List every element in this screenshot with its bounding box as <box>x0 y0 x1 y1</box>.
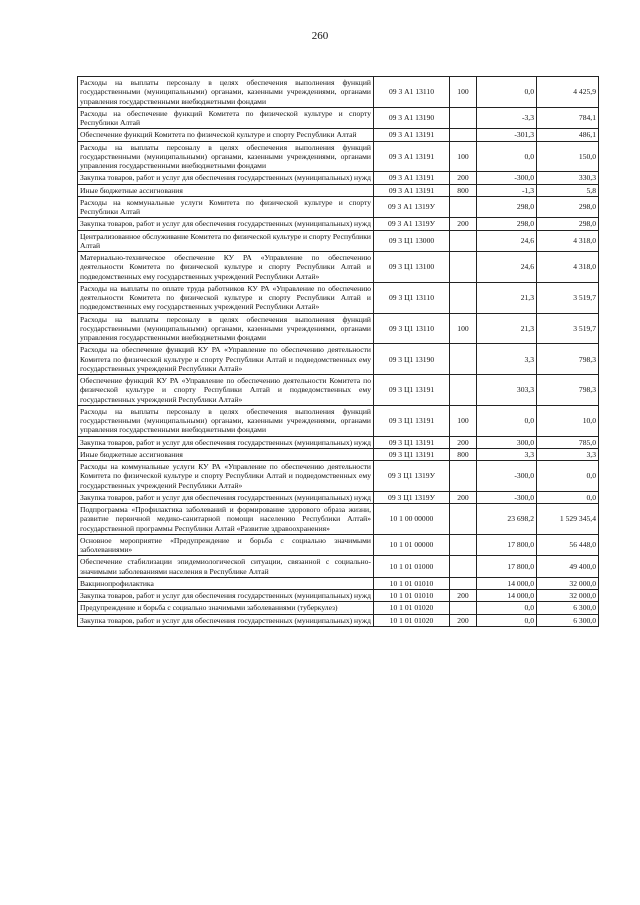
table-row <box>78 534 599 556</box>
item-name: Иные бюджетные ассигнования <box>78 184 374 196</box>
total-amount: 298,0 <box>537 196 599 218</box>
target-article-code: 09 3 Ц1 13191 <box>374 448 450 460</box>
expense-type-code: 200 <box>450 436 477 448</box>
budget-table <box>77 76 599 627</box>
table-row <box>78 491 599 503</box>
total-amount: 4 425,9 <box>537 77 599 108</box>
total-amount: 5,8 <box>537 184 599 196</box>
expense-type-code <box>450 461 477 492</box>
total-amount: 4 318,0 <box>537 230 599 252</box>
item-name: Расходы на обеспечение функций Комитета по физической культуре и спорту Республики Алтай <box>78 107 374 129</box>
expense-type-code <box>450 129 477 141</box>
change-amount: 0,0 <box>477 405 537 436</box>
expense-type-code: 200 <box>450 218 477 230</box>
target-article-code: 09 3 А1 13191 <box>374 129 450 141</box>
item-name: Расходы на выплаты персоналу в целях обеспечения выполнения функций государственными (муниципальными) органами, казенными учреждениями, органами управления государственными внебюджетными фондами <box>78 77 374 108</box>
target-article-code: 09 3 Ц1 13000 <box>374 230 450 252</box>
change-amount: 0,0 <box>477 77 537 108</box>
total-amount: 298,0 <box>537 218 599 230</box>
item-name: Вакцинопрофилактика <box>78 577 374 589</box>
total-amount: 486,1 <box>537 129 599 141</box>
change-amount: 17 800,0 <box>477 556 537 578</box>
expense-type-code: 100 <box>450 77 477 108</box>
change-amount: -301,3 <box>477 129 537 141</box>
table-row <box>78 218 599 230</box>
target-article-code: 09 3 Ц1 13100 <box>374 252 450 283</box>
change-amount: 14 000,0 <box>477 590 537 602</box>
table-row <box>78 282 599 313</box>
item-name: Обеспечение функций КУ РА «Управление по обеспечению деятельности Комитета по физической культуре и спорту Республики Алтай и подведомственных ему государственных учреждений Республики Алтай» <box>78 375 374 406</box>
table-row <box>78 196 599 218</box>
total-amount: 32 000,0 <box>537 577 599 589</box>
table-row <box>78 313 599 344</box>
table-row <box>78 129 599 141</box>
target-article-code: 10 1 01 01010 <box>374 577 450 589</box>
table-row <box>78 141 599 172</box>
change-amount: 303,3 <box>477 375 537 406</box>
change-amount: 0,0 <box>477 614 537 626</box>
item-name: Централизованное обслуживание Комитета по физической культуре и спорту Республики Алтай <box>78 230 374 252</box>
target-article-code: 10 1 01 01000 <box>374 556 450 578</box>
target-article-code: 10 1 01 01010 <box>374 590 450 602</box>
target-article-code: 09 3 А1 13191 <box>374 172 450 184</box>
table-row <box>78 344 599 375</box>
expense-type-code: 800 <box>450 184 477 196</box>
target-article-code: 09 3 А1 1319У <box>374 218 450 230</box>
expense-type-code: 100 <box>450 141 477 172</box>
expense-type-code: 200 <box>450 590 477 602</box>
total-amount: 3,3 <box>537 448 599 460</box>
change-amount: 300,0 <box>477 436 537 448</box>
item-name: Предупреждение и борьба с социально значимыми заболеваниями (туберкулез) <box>78 602 374 614</box>
change-amount: 0,0 <box>477 141 537 172</box>
item-name: Закупка товаров, работ и услуг для обеспечения государственных (муниципальных) нужд <box>78 590 374 602</box>
total-amount: 1 529 345,4 <box>537 504 599 535</box>
target-article-code: 09 3 А1 1319У <box>374 196 450 218</box>
target-article-code: 09 3 Ц1 1319У <box>374 491 450 503</box>
expense-type-code: 800 <box>450 448 477 460</box>
change-amount: 23 698,2 <box>477 504 537 535</box>
expense-type-code <box>450 602 477 614</box>
target-article-code: 10 1 01 00000 <box>374 534 450 556</box>
change-amount: 3,3 <box>477 344 537 375</box>
total-amount: 6 300,0 <box>537 614 599 626</box>
total-amount: 3 519,7 <box>537 282 599 313</box>
item-name: Подпрограмма «Профилактика заболеваний и формирование здорового образа жизни, развитие первичной медико-санитарной помощи населению Республики Алтай» государственной программы Республики Алтай «Развитие здравоохранения» <box>78 504 374 535</box>
total-amount: 4 318,0 <box>537 252 599 283</box>
target-article-code: 09 3 Ц1 13110 <box>374 313 450 344</box>
table-row <box>78 436 599 448</box>
table-row <box>78 448 599 460</box>
target-article-code: 09 3 А1 13110 <box>374 77 450 108</box>
target-article-code: 09 3 Ц1 1319У <box>374 461 450 492</box>
item-name: Обеспечение стабилизации эпидемиологической ситуации, связанной с социально-значимыми заболеваниями населения в Республике Алтай <box>78 556 374 578</box>
expense-type-code <box>450 504 477 535</box>
change-amount: -3,3 <box>477 107 537 129</box>
budget-table-body <box>78 77 599 627</box>
table-row <box>78 461 599 492</box>
target-article-code: 09 3 Ц1 13110 <box>374 282 450 313</box>
item-name: Расходы на коммунальные услуги Комитета по физической культуре и спорту Республики Алтай <box>78 196 374 218</box>
total-amount: 784,1 <box>537 107 599 129</box>
item-name: Расходы на выплаты персоналу в целях обеспечения выполнения функций государственными (муниципальными) органами, казенными учреждениями, органами управления государственными внебюджетными фондами <box>78 405 374 436</box>
total-amount: 49 400,0 <box>537 556 599 578</box>
target-article-code: 09 3 Ц1 13190 <box>374 344 450 375</box>
item-name: Расходы на выплаты по оплате труда работников КУ РА «Управление по обеспечению деятельности Комитета по физической культуре и спорту Республики Алтай и подведомственных ему государственных учреждений Республики Алтай» <box>78 282 374 313</box>
table-row <box>78 184 599 196</box>
change-amount: 17 800,0 <box>477 534 537 556</box>
expense-type-code <box>450 196 477 218</box>
expense-type-code <box>450 556 477 578</box>
expense-type-code <box>450 577 477 589</box>
expense-type-code <box>450 344 477 375</box>
total-amount: 32 000,0 <box>537 590 599 602</box>
target-article-code: 10 1 01 01020 <box>374 614 450 626</box>
total-amount: 56 448,0 <box>537 534 599 556</box>
expense-type-code: 200 <box>450 614 477 626</box>
page-number: 260 <box>311 30 329 42</box>
change-amount: 24,6 <box>477 252 537 283</box>
target-article-code: 09 3 А1 13191 <box>374 141 450 172</box>
target-article-code: 10 1 01 01020 <box>374 602 450 614</box>
change-amount: 298,0 <box>477 218 537 230</box>
change-amount: 3,3 <box>477 448 537 460</box>
total-amount: 0,0 <box>537 461 599 492</box>
table-row <box>78 504 599 535</box>
total-amount: 330,3 <box>537 172 599 184</box>
change-amount: -300,0 <box>477 172 537 184</box>
table-row <box>78 252 599 283</box>
item-name: Закупка товаров, работ и услуг для обеспечения государственных (муниципальных) нужд <box>78 172 374 184</box>
total-amount: 785,0 <box>537 436 599 448</box>
item-name: Закупка товаров, работ и услуг для обеспечения государственных (муниципальных) нужд <box>78 436 374 448</box>
expense-type-code <box>450 375 477 406</box>
total-amount: 0,0 <box>537 491 599 503</box>
total-amount: 6 300,0 <box>537 602 599 614</box>
item-name: Расходы на обеспечение функций КУ РА «Управление по обеспечению деятельности Комитета по физической культуре и спорту Республики Алтай и подведомственных ему государственных учреждений Республики Алтай» <box>78 344 374 375</box>
target-article-code: 09 3 Ц1 13191 <box>374 436 450 448</box>
table-row <box>78 602 599 614</box>
item-name: Иные бюджетные ассигнования <box>78 448 374 460</box>
table-row <box>78 107 599 129</box>
target-article-code: 09 3 А1 13191 <box>374 184 450 196</box>
item-name: Закупка товаров, работ и услуг для обеспечения государственных (муниципальных) нужд <box>78 218 374 230</box>
expense-type-code: 100 <box>450 313 477 344</box>
target-article-code: 10 1 00 00000 <box>374 504 450 535</box>
expense-type-code <box>450 534 477 556</box>
target-article-code: 09 3 Ц1 13191 <box>374 405 450 436</box>
expense-type-code <box>450 107 477 129</box>
change-amount: 21,3 <box>477 282 537 313</box>
item-name: Обеспечение функций Комитета по физической культуре и спорту Республики Алтай <box>78 129 374 141</box>
change-amount: 298,0 <box>477 196 537 218</box>
table-row <box>78 172 599 184</box>
table-row <box>78 577 599 589</box>
total-amount: 10,0 <box>537 405 599 436</box>
expense-type-code <box>450 230 477 252</box>
total-amount: 798,3 <box>537 375 599 406</box>
total-amount: 798,3 <box>537 344 599 375</box>
expense-type-code <box>450 252 477 283</box>
change-amount: 21,3 <box>477 313 537 344</box>
table-row <box>78 405 599 436</box>
expense-type-code: 100 <box>450 405 477 436</box>
table-row <box>78 556 599 578</box>
item-name: Расходы на выплаты персоналу в целях обеспечения выполнения функций государственными (муниципальными) органами, казенными учреждениями, органами управления государственными внебюджетными фондами <box>78 141 374 172</box>
change-amount: 0,0 <box>477 602 537 614</box>
item-name: Закупка товаров, работ и услуг для обеспечения государственных (муниципальных) нужд <box>78 614 374 626</box>
item-name: Основное мероприятие «Предупреждение и борьба с социально значимыми заболеваниями» <box>78 534 374 556</box>
expense-type-code: 200 <box>450 491 477 503</box>
table-row <box>78 614 599 626</box>
table-row <box>78 77 599 108</box>
expense-type-code: 200 <box>450 172 477 184</box>
table-row <box>78 375 599 406</box>
table-row <box>78 230 599 252</box>
item-name: Расходы на выплаты персоналу в целях обеспечения выполнения функций государственными (муниципальными) органами, казенными учреждениями, органами управления государственными внебюджетными фондами <box>78 313 374 344</box>
change-amount: 24,6 <box>477 230 537 252</box>
item-name: Материально-техническое обеспечение КУ РА «Управление по обеспечению деятельности Комитета по физической культуре и спорту Республики Алтай и подведомственных ему государственных учреждений Республики Алтай» <box>78 252 374 283</box>
total-amount: 150,0 <box>537 141 599 172</box>
change-amount: -300,0 <box>477 461 537 492</box>
total-amount: 3 519,7 <box>537 313 599 344</box>
target-article-code: 09 3 А1 13190 <box>374 107 450 129</box>
table-row <box>78 590 599 602</box>
change-amount: -1,3 <box>477 184 537 196</box>
item-name: Закупка товаров, работ и услуг для обеспечения государственных (муниципальных) нужд <box>78 491 374 503</box>
target-article-code: 09 3 Ц1 13191 <box>374 375 450 406</box>
change-amount: 14 000,0 <box>477 577 537 589</box>
change-amount: -300,0 <box>477 491 537 503</box>
item-name: Расходы на коммунальные услуги КУ РА «Управление по обеспечению деятельности Комитета по физической культуре и спорту Республики Алтай и подведомственных ему государственных учреждений Республики Алтай» <box>78 461 374 492</box>
expense-type-code <box>450 282 477 313</box>
